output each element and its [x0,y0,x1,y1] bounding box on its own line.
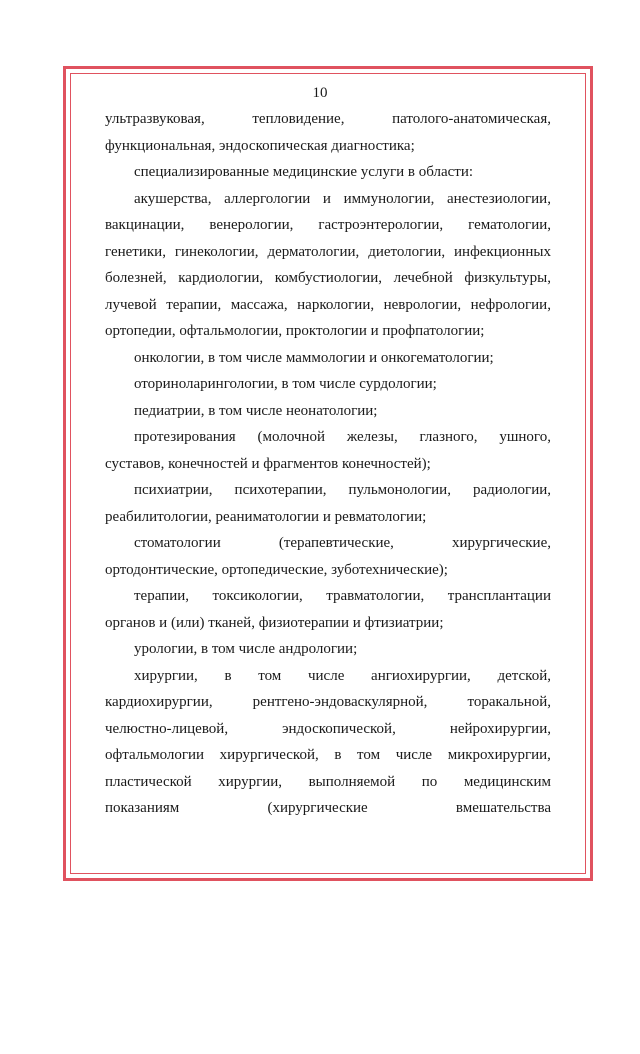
word: рентгено-эндоваскулярной, [252,694,428,710]
text-line [105,663,551,690]
text-line [105,477,551,504]
word: кардиохирургии, [105,694,213,710]
word: кардиологии, [178,270,264,286]
word: анестезиологии, [446,190,551,207]
word: (хирургические [267,800,368,816]
word: токсикологии, [212,588,303,604]
word: хирургической, [219,747,319,763]
word: массажа, [230,296,288,313]
text-line [105,186,551,213]
text-line [105,795,551,822]
word: физкультуры, [464,270,551,286]
text-line: педиатрии, в том числе неонатологии; [134,402,378,419]
text-line [105,292,551,319]
word: гематологии, [468,217,551,233]
word: аллергологии [224,190,311,207]
word: венерологии, [209,217,294,233]
word: болезней, [105,270,167,286]
word: эндоскопической, [282,720,396,737]
page-number: 10 [312,85,328,101]
word: числе [395,747,433,763]
word: вакцинации, [105,217,185,233]
word: инфекционных [454,243,551,260]
word: терапии, [134,588,190,604]
word: психиатрии, [134,482,213,498]
text-line: органов и (или) тканей, физиотерапии и фтизиатрии; [105,614,444,631]
word: том [357,747,381,763]
word: выполняемой [308,773,396,790]
word: трансплантации [447,588,551,604]
word: показаниям [105,800,180,816]
word: челюстно-лицевой, [105,720,229,737]
text-line [105,212,551,239]
text-line: специализированные медицинские услуги в области: [134,164,474,180]
word: хирургии, [134,667,198,684]
word: дерматологии, [267,243,360,260]
word: по [421,773,438,790]
word: ультразвуковая, [105,111,205,127]
word: пластической [105,773,192,790]
text-line [105,106,551,133]
word: вмешательства [455,800,551,816]
text-line: реабилитологии, реаниматологии и ревматологии; [105,508,427,525]
word: иммунологии, [343,190,435,207]
word: в [334,747,342,763]
word: генетики, [105,243,166,260]
word: глазного, [419,429,478,445]
word: в [224,667,232,684]
text-line: суставов, конечностей и фрагментов конечностей); [105,455,431,472]
word: нейрохирургии, [449,720,551,737]
word: числе [307,667,345,684]
word: радиологии, [472,482,551,498]
word: железы, [346,429,398,445]
word: стоматологии [134,535,221,551]
word: офтальмологии [105,747,205,763]
word: (терапевтические, [278,535,394,551]
word: гинекологии, [174,243,259,260]
word: детской, [497,667,551,684]
word: торакальной, [467,694,551,710]
text-line: урологии, в том числе андрологии; [134,641,358,657]
word: лечебной [393,270,453,286]
text-line [105,716,551,743]
word: и [322,190,331,207]
word: хирургии, [218,773,283,790]
word: том [258,667,282,684]
word: неврологии, [383,296,462,313]
text-line: онкологии, в том числе маммологии и онкогематологии; [134,349,494,366]
text-line: оториноларингологии, в том числе сурдологии; [134,376,437,392]
text-line: функциональная, эндоскопическая диагностика; [105,137,415,154]
word: травматологии, [326,588,425,604]
word: хирургические, [452,535,551,551]
word: гастроэнтерологии, [318,217,444,233]
word: (молочной [257,429,325,445]
word: патолого-анатомическая, [392,111,551,127]
word: наркологии, [297,296,375,313]
word: психотерапии, [234,482,327,498]
text-line: ортопедии, офтальмологии, проктологии и профпатологии; [105,323,485,339]
text-line [105,424,551,451]
text-line [105,742,551,769]
word: комбустиологии, [274,270,383,286]
word: диетологии, [368,243,446,260]
text-line [105,530,551,557]
word: акушерства, [134,190,212,207]
word: лучевой [105,296,157,313]
document-body [105,106,551,822]
text-line [105,265,551,292]
word: тепловидение, [252,111,345,127]
word: микрохирургии, [447,747,551,763]
word: ушного, [499,429,551,445]
text-line [105,689,551,716]
text-line [105,239,551,266]
word: терапии, [166,296,222,313]
text-line [105,583,551,610]
word: протезирования [134,429,236,445]
word: нефрологии, [470,296,551,313]
text-line: ортодонтические, ортопедические, зуботехнические); [105,561,448,578]
word: медицинским [463,773,551,790]
text-line [105,769,551,796]
word: пульмонологии, [348,482,451,498]
word: ангиохирургии, [371,667,471,684]
